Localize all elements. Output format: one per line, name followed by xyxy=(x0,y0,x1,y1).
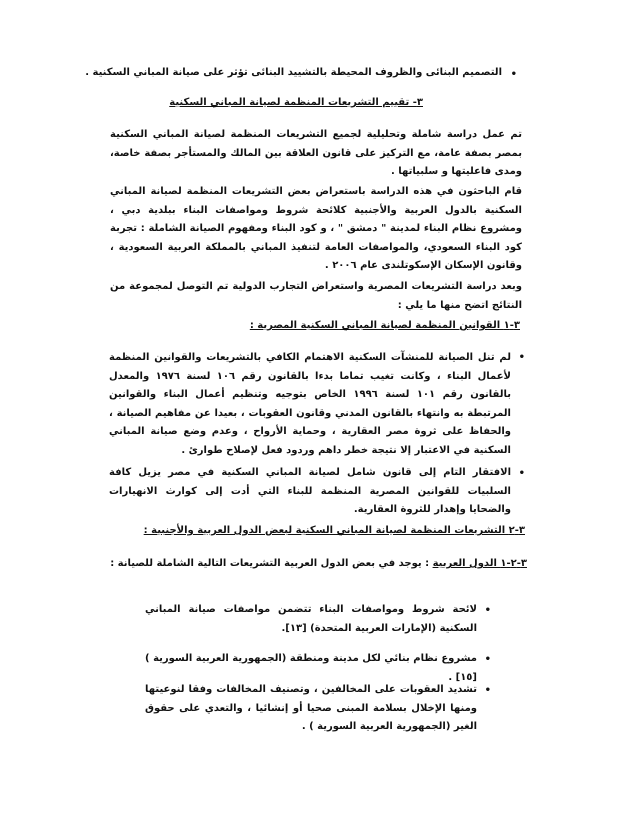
bullet-marker: • xyxy=(484,685,491,696)
section-3-2-1-text: : يوجد في بعض الدول العربية التشريعات التالية الشاملة للصيانة : xyxy=(110,558,430,569)
bullet-marker: • xyxy=(484,654,491,665)
section-3-1-heading: ٣-١ القوانين المنظمة لصيانة المباني السكنية المصرية : xyxy=(249,320,520,331)
bullet-marker: • xyxy=(518,468,525,479)
section-3-1-bullet-2: الافتقار التام إلى قانون شامل لصيانة المباني السكنية في مصر يزيل كافة السلبيات للقوانين المصرية المنظمة للبناء التي أدت إلى كوارث الانهيارات والضحايا وإهدار للثروة العقارية. xyxy=(109,467,511,515)
section-3-2-1-intro xyxy=(105,555,527,574)
section-3-2-1-bullet-3: تشديد العقوبات على المخالفين ، وتصنيف المخالفات وفقا لنوعيتها ومنها الإخلال بسلامة المبنى صحيا أو إنشائيا ، والتعدي على حقوق الغير (الجمهورية العربية السورية ) . xyxy=(145,684,477,732)
bullet-marker: • xyxy=(518,352,525,363)
section-3-2-1-bullet-1: لائحة شروط ومواصفات البناء تتضمن مواصفات صيانة المباني السكنية (الإمارات العربية المتحدة) [١٣]. xyxy=(145,604,477,634)
section-3-2-1-heading: ٣-٢-١ الدول العربية xyxy=(432,558,527,569)
section-3-para-1: تم عمل دراسة شاملة وتحليلية لجميع التشريعات المنظمة لصيانة المباني السكنية بمصر بصفة عامة، مع التركيز على قانون العلاقة بين المالك والمستأجر بصفة خاصة، ومدى فاعليتها و سلبياتها . xyxy=(110,129,522,177)
intro-bullet-text: التصميم البنائى والظروف المحيطة بالتشييد البنائى تؤثر على صيانة المباني السكنية . xyxy=(85,67,502,78)
section-3-para-3: وبعد دراسة التشريعات المصرية واستعراض التجارب الدولية تم التوصل لمجموعة من النتائج اتضح منها ما يلي : xyxy=(110,281,522,311)
section-3-1-bullet-1: لم تنل الصيانة للمنشآت السكنية الاهتمام الكافي بالتشريعات والقوانين المنظمة لأعمال البناء ، وكانت تغيب تماما بدءا بالقانون رقم ١٠٦ لسنة ١٩٧٦ والمعدل بالقانون رقم ١٠١ لسنة ١٩٩٦ الخاص بتوجيه وتنظيم أعمال البناء والقوانين المرتبطة به وانتهاء بالقانون المدني وقانون العقوبات ، بعيدا عن مفاهيم الصيانة ، والحفاظ على ثروة مصر العقارية ، وحماية الأرواح ، وعدم وضع صيانة المباني السكنية في الاعتبار إلا نتيجة خطر داهم وردود فعل لإصلاح طوارئ . xyxy=(109,352,512,456)
bullet-marker: • xyxy=(510,69,517,80)
section-3-2-heading: ٣-٢ التشريعات المنظمة لصيانة المباني السكنية لبعض الدول العربية والأجنبية : xyxy=(143,525,525,536)
section-3-heading: ٣- تقييم التشريعات المنظمة لصيانة المباني السكنية xyxy=(169,97,423,108)
section-3-para-2: قام الباحثون في هذه الدراسة باستعراض بعض التشريعات المنظمة لصيانة المباني السكنية بالدول العربية والأجنبية كلائحة شروط ومواصفات البناء ببلدية دبي ، ومشروع نظام البناء لمدينة " دمشق " ، و كود البناء ومفهوم الصيانة الشاملة : تجربة كود البناء السعودي، والمواصفات العامة لتنفيذ المباني بالمملكة العربية السعودية ، وقانون الإسكان الإسكوتلندى عام ٢٠٠٦ . xyxy=(110,186,522,271)
bullet-marker: • xyxy=(484,605,491,616)
section-3-2-1-bullet-2: مشروع نظام بنائي لكل مدينة ومنطقة (الجمهورية العربية السورية ) [١٥] . xyxy=(145,653,477,683)
